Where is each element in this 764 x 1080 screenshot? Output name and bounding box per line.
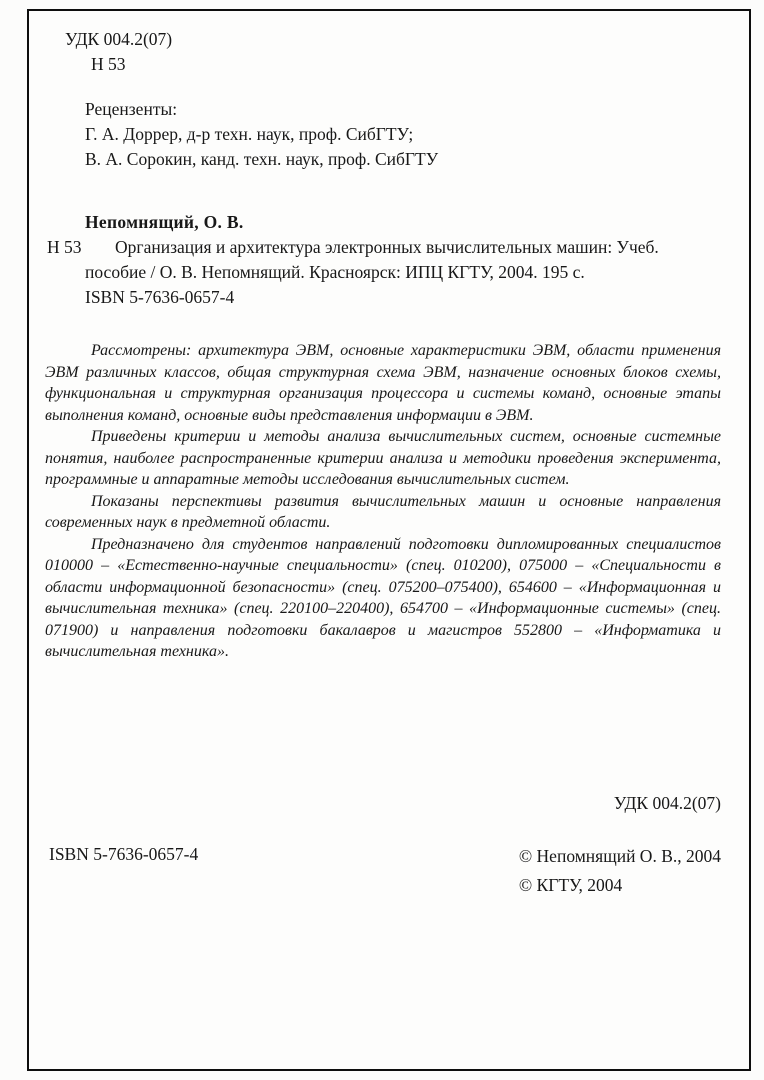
reviewer-line: В. А. Сорокин, канд. техн. наук, проф. СибГТУ — [85, 149, 439, 169]
page-border — [27, 9, 751, 1071]
catalog-code-top: Н 53 — [91, 54, 126, 74]
imprint-footer — [49, 842, 723, 900]
bibliographic-entry — [47, 235, 715, 310]
page-content — [29, 11, 749, 900]
reviewers-block — [85, 97, 715, 172]
author-name: Непомнящий, О. В. — [85, 212, 244, 232]
isbn-number: ISBN 5-7636-0657-4 — [85, 287, 235, 307]
udc-code-bottom: УДК 004.2(07) — [613, 792, 721, 813]
annotation-paragraph: Предназначено для студентов направлений подготовки дипломированных специалистов 010000 – «Естественно-научные специальности» (спец. 010200), 075000 – «Специальности в области информационной безопасности» (спец. 075200–075400), 654600 – «Информационная и вычислительная техника» (спец. 220100–220400), 654700 – «Информационные системы» (спец. 071900) и направления подготовки бакалавров и магистров 552800 – «Информатика и вычислительная техника». — [45, 535, 721, 660]
annotation-paragraph: Рассмотрены: архитектура ЭВМ, основные характеристики ЭВМ, области применения ЭВМ различных классов, общая структурная схема ЭВМ, назначение основных блоков схемы, функциональная и структурная организация процессора и системы команд, основные этапы выполнения команд, основные виды представления информации в ЭВМ. — [45, 342, 721, 424]
reviewers-label: Рецензенты: — [85, 99, 178, 119]
isbn-number-bottom: ISBN 5-7636-0657-4 — [49, 843, 199, 864]
reviewer-line: Г. А. Доррер, д-р техн. наук, проф. СибГТУ; — [85, 124, 414, 144]
bibliographic-description: Организация и архитектура электронных вычислительных машин: Учеб. пособие / О. В. Непомнящий. Красноярск: ИПЦ КГТУ, 2004. 195 с. — [85, 237, 659, 282]
udc-code-top: УДК 004.2(07) — [65, 29, 173, 49]
annotation-block — [45, 340, 721, 663]
copyright-line: © КГТУ, 2004 — [518, 874, 623, 895]
copyright-block — [519, 842, 721, 900]
annotation-paragraph: Показаны перспективы развития вычислительных машин и основные направления современных наук в предметной области. — [45, 492, 721, 531]
annotation-paragraph: Приведены критерии и методы анализа вычислительных систем, основные системные понятия, наиболее распространенные критерии анализа и методики проведения эксперимента, программные и аппаратные методы исследования вычислительных систем. — [45, 428, 721, 488]
catalog-code: Н 53 — [47, 237, 82, 257]
copyright-line: © Непомнящий О. В., 2004 — [518, 845, 721, 866]
